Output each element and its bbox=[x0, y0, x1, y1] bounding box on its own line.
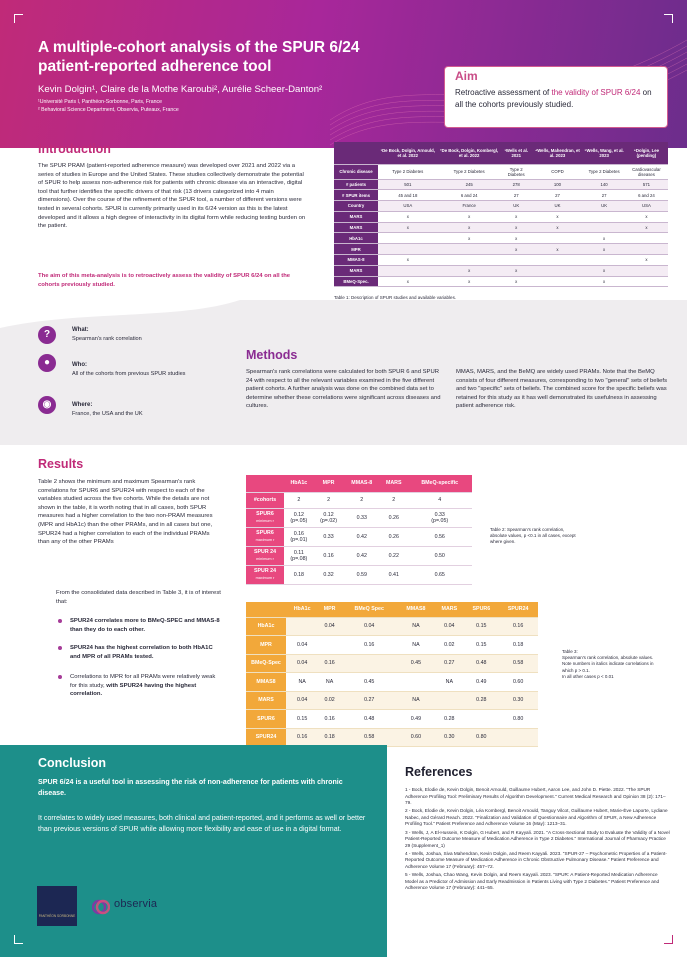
table-1-studies bbox=[334, 142, 668, 287]
table-cell bbox=[378, 244, 438, 255]
table-cell: 2 bbox=[380, 492, 407, 508]
table-header-cell: MARS bbox=[380, 475, 407, 492]
table-row bbox=[334, 244, 668, 255]
table-cell: 45 and 18 bbox=[378, 190, 438, 201]
person-icon: ● bbox=[38, 354, 56, 372]
table-cell: 2 bbox=[314, 492, 344, 508]
table-cell bbox=[284, 546, 314, 565]
corner-mark bbox=[14, 14, 23, 23]
table-cell: 0.22 bbox=[380, 546, 407, 565]
table-cell: NA bbox=[398, 636, 435, 655]
table-cell bbox=[583, 211, 625, 222]
table-cell: 0.02 bbox=[434, 636, 464, 655]
table-cell bbox=[438, 255, 501, 266]
table-cell bbox=[625, 265, 668, 276]
row-label: SPUR6 bbox=[246, 710, 286, 729]
table-cell: 2 bbox=[284, 492, 314, 508]
table-row bbox=[334, 179, 668, 190]
row-label: BMeQ-Spec. bbox=[334, 276, 378, 287]
table-cell: x bbox=[625, 222, 668, 233]
table-cell: 2 bbox=[343, 492, 380, 508]
table-cell: 0.49 bbox=[464, 673, 498, 692]
table-cell: x bbox=[583, 233, 625, 244]
table-cell: Type 2 Diabetes bbox=[501, 164, 532, 179]
table-header-row bbox=[246, 475, 472, 492]
table-header-cell: MPR bbox=[318, 602, 341, 617]
table-header-cell: HbA1c bbox=[284, 475, 314, 492]
table-cell: 0.16 bbox=[286, 728, 318, 747]
table-header-cell: ⁴Wells, Mahendran, et al. 2023 bbox=[532, 142, 584, 164]
results-body: Table 2 shows the minimum and maximum Spearman's rank correlations for SPUR6 and SPUR24 with respect to each of the variables studied across the five cohorts. While the details are not shown in the table, it is worth noting that in all cases, both SPUR measures had a higher correlation to the two non-PRAM measures (MPR and HbA1c) than the other PRAMs, and in all cases but one, SPUR24 had a higher correlation to each of the individual PRAMs than any of the other PRAMs bbox=[38, 479, 213, 546]
table-cell: NA bbox=[434, 673, 464, 692]
table-cell: 0.59 bbox=[343, 565, 380, 584]
reference-item: 5 - Wells, Joshua, Chao Wang, Kevin Dolgin, and Reem Kayyali. 2023. "SPUR: A Patient-Reported Medication Adherence Model as a Predictor of Admission and Early Readmission in Patients Living with Type 2 Diabetes." Patient Preference and Adherence Volume 17 (February): 441–55. bbox=[405, 872, 660, 891]
table-cell: 0.32 bbox=[314, 565, 344, 584]
table-cell: 140 bbox=[583, 179, 625, 190]
table-cell: x bbox=[378, 255, 438, 266]
table-cell: UK bbox=[583, 201, 625, 212]
table-cell: x bbox=[583, 276, 625, 287]
table-cell: 0.60 bbox=[498, 673, 538, 692]
table-cell: x bbox=[532, 244, 584, 255]
table-row bbox=[246, 617, 538, 636]
table-cell: 0.28 bbox=[464, 691, 498, 710]
table-cell: 0.48 bbox=[464, 654, 498, 673]
table-row bbox=[334, 233, 668, 244]
table-cell: 0.41 bbox=[380, 565, 407, 584]
table-cell: 0.45 bbox=[398, 654, 435, 673]
row-label: MARS bbox=[334, 265, 378, 276]
row-label: # SPUR items bbox=[334, 190, 378, 201]
cell-p-value: (p=.05) bbox=[290, 517, 308, 524]
table-cell: 0.33 bbox=[314, 527, 344, 546]
row-label: MMAS8 bbox=[246, 673, 286, 692]
table-cell: 0.58 bbox=[341, 728, 398, 747]
table-cell bbox=[398, 673, 435, 692]
row-label: SPUR24 bbox=[246, 728, 286, 747]
row-label bbox=[246, 527, 284, 546]
row-label-main: SPUR6 bbox=[256, 511, 274, 517]
table-cell bbox=[625, 233, 668, 244]
corner-mark bbox=[14, 935, 23, 944]
location-pin-icon: ◉ bbox=[38, 396, 56, 414]
table-row bbox=[334, 276, 668, 287]
table-row bbox=[246, 710, 538, 729]
corner-mark bbox=[664, 935, 673, 944]
table-cell: 0.80 bbox=[464, 728, 498, 747]
row-label: #cohorts bbox=[246, 492, 284, 508]
table-row bbox=[334, 255, 668, 266]
table-cell: 0.80 bbox=[498, 710, 538, 729]
observia-logo-text: observia bbox=[114, 898, 158, 910]
table-cell: 0.45 bbox=[341, 673, 398, 692]
row-label bbox=[246, 546, 284, 565]
table-cell: 0.04 bbox=[434, 617, 464, 636]
table-cell: NA bbox=[398, 617, 435, 636]
table-header-cell bbox=[246, 602, 286, 617]
aim-title: Aim bbox=[455, 69, 478, 83]
table-row bbox=[246, 508, 472, 527]
table-cell: 0.27 bbox=[341, 691, 398, 710]
table-cell bbox=[583, 222, 625, 233]
row-label: BMeQ-Spec bbox=[246, 654, 286, 673]
row-label-main: SPUR 24 bbox=[253, 568, 277, 574]
table-header-cell: ³Wells et al. 2021 bbox=[501, 142, 532, 164]
table-cell: 0.04 bbox=[286, 691, 318, 710]
table-header-cell: MMAS-8 bbox=[343, 475, 380, 492]
table-3-caption-line: Note numbers in italics indicate correlations in which p > 0.1. bbox=[562, 661, 654, 673]
table-cell bbox=[625, 244, 668, 255]
affiliations bbox=[38, 99, 179, 114]
cell-value: 0.16 bbox=[293, 530, 304, 537]
row-label: MARS bbox=[334, 222, 378, 233]
results-bullet-3-text: Correlations to MPR for all PRAMs were relatively weak for this study, bbox=[70, 674, 216, 689]
table-cell: NA bbox=[286, 673, 318, 692]
table-row bbox=[246, 691, 538, 710]
row-label: MPR bbox=[246, 636, 286, 655]
table-cell bbox=[501, 255, 532, 266]
table-cell: 0.15 bbox=[464, 617, 498, 636]
where-text: France, the USA and the UK bbox=[72, 411, 143, 417]
results-bullet-3 bbox=[70, 673, 220, 699]
table-cell: NA bbox=[398, 691, 435, 710]
table-1-caption-line: Table 1: Description of SPUR studies and available variables. bbox=[334, 295, 457, 300]
table-cell: 0.26 bbox=[380, 508, 407, 527]
table-cell: COPD bbox=[532, 164, 584, 179]
introduction-body: The SPUR PRAM (patient-reported adherence measure) was developed over 2021 and 2022 via a series of studies in Europe and the United States. These studies collectively demonstrate the potential of SPUR to help assess non-adherence risk for patients with chronic disease via an interactive, digital tool that further identifies the specific drivers of that risk (13 drivers categorized into 4 main dimensions). Over the course of the refinement of the SPUR tool, a number of different versions were tested in several cohorts. SPUR is currently primarily used in its 6/24 version as this is the latest developed and it allows a high degree of interactivity in its digital form while reducing testing burden on the patient. bbox=[38, 163, 306, 230]
table-cell bbox=[434, 691, 464, 710]
table-cell: x bbox=[438, 276, 501, 287]
table-cell: UK bbox=[501, 201, 532, 212]
table-cell: x bbox=[438, 211, 501, 222]
table-cell: USA bbox=[625, 201, 668, 212]
who-text: All of the cohorts from previous SPUR studies bbox=[72, 371, 186, 377]
table-cell bbox=[378, 265, 438, 276]
reference-item: 4 - Wells, Joshua, Siva Mahendran, Kevin Dolgin, and Reem Kayyali. 2023. "SPUR-27 – Psychometric Properties of a Patient-Reported Outcome Measure of Medication Adherence in Chronic Obstructive Pulmonary Disease." Patient Preference and Adherence Volume 17 (February): 457–72. bbox=[405, 850, 667, 870]
aim-text-post: on all the cohorts previously studied. bbox=[455, 88, 652, 109]
table-row bbox=[246, 546, 472, 565]
table-cell bbox=[532, 233, 584, 244]
table-header-cell: BMeQ Spec bbox=[341, 602, 398, 617]
table-header-cell bbox=[334, 142, 378, 164]
table-cell: 245 bbox=[438, 179, 501, 190]
aim-text bbox=[455, 87, 661, 111]
poster-title: A multiple-cohort analysis of the SPUR 6/24 patient-reported adherence tool bbox=[38, 39, 360, 75]
affiliation-2: ² Behavioral Science Department, Observia, Puteaux, France bbox=[38, 106, 179, 113]
table-cell: x bbox=[583, 244, 625, 255]
table-cell: 0.16 bbox=[341, 636, 398, 655]
cell-value: 0.12 bbox=[323, 511, 334, 518]
reference-item: 3 - Wells, J, A El-Hussein, K Dolgin, G Hubert, and R Kayyali. 2021. "A Cross-Sectional Study to Evaluate the Validity of a Novel Patient-Reported Outcome Measure of Medication Adherence in Type 2 Diabetes." International Journal of Pharmacy Practice 29 (Supplement_1) bbox=[405, 829, 670, 848]
table-row bbox=[334, 222, 668, 233]
table-cell: 0.18 bbox=[498, 636, 538, 655]
table-cell: 0.50 bbox=[407, 546, 472, 565]
row-label-sub: maximum r bbox=[255, 537, 275, 542]
table-row bbox=[246, 492, 472, 508]
table-header-cell: ⁶Dolgin, Lee (pending) bbox=[625, 142, 668, 164]
results-bullet-1: SPUR24 correlates more to BMeQ-SPEC and MMAS-8 than they do to each other. bbox=[70, 618, 220, 633]
table-cell: x bbox=[438, 265, 501, 276]
table-cell: 27 bbox=[532, 190, 584, 201]
cell-p-value: (p=.05) bbox=[431, 517, 449, 524]
table-cell: 571 bbox=[625, 179, 668, 190]
table-cell bbox=[314, 508, 344, 527]
table-cell: 27 bbox=[583, 190, 625, 201]
table-cell: 4 bbox=[407, 492, 472, 508]
table-cell: 0.60 bbox=[398, 728, 435, 747]
cell-value: 0.33 bbox=[434, 511, 445, 518]
introduction-title: Introduction bbox=[38, 142, 111, 156]
table-header-cell: MARS bbox=[434, 602, 464, 617]
cell-value: 0.11 bbox=[293, 549, 304, 556]
row-label bbox=[246, 508, 284, 527]
table-cell bbox=[341, 654, 398, 673]
table-header-cell: SPUR24 bbox=[498, 602, 538, 617]
table-cell: UK bbox=[532, 201, 584, 212]
table-cell: 0.02 bbox=[318, 691, 341, 710]
table-header-cell: MPR bbox=[314, 475, 344, 492]
cell-value: 0.12 bbox=[293, 511, 304, 518]
table-row bbox=[246, 654, 538, 673]
results-bullet-3-bold: with SPUR24 having the highest correlation. bbox=[70, 682, 197, 698]
band-wave-decoration bbox=[0, 300, 240, 330]
table-cell: Type 2 Diabetes bbox=[583, 164, 625, 179]
reference-item: 2 - Bock, Elodie de, Kevin Dolgin, Léa Kombergl, Benoit Arnould, Tanguy Vilcot, Guillaume Hubert, Marie-Ève Laporte, Lydiane Nabec, and Gérard Reach. 2022. "Finalization and Validation of Questionnaire and Algorithm of SPUR, a New Adherence Profiling Tool." Patient Preference and Adherence Volume 16 (May): 1213–31. bbox=[405, 808, 668, 827]
reference-item: 1 - Bock, Elodie de, Kevin Dolgin, Benoit Arnould, Guillaume Hubert, Aaron Lee, and John D. Piette. 2022. "The SPUR Adherence Profiling Tool: Preliminary Results of Algorithm Development." Current Medical Research and Opinion 38 (2): 171–79. bbox=[405, 787, 666, 806]
table-cell: 0.28 bbox=[434, 710, 464, 729]
who-label: Who: bbox=[72, 362, 87, 368]
table-header-cell: BMeQ-specific bbox=[407, 475, 472, 492]
introduction-aim-statement: The aim of this meta-analysis is to retroactively assess the validity of SPUR 6/24 on all the cohorts previously studied. bbox=[38, 273, 291, 288]
row-label: HbA1c bbox=[334, 233, 378, 244]
table-header-row bbox=[246, 602, 538, 617]
table-cell bbox=[532, 276, 584, 287]
observia-mark-icon bbox=[92, 898, 110, 916]
table-3-caption-line: Table 3: bbox=[562, 649, 578, 654]
row-label: # patients bbox=[334, 179, 378, 190]
table-row bbox=[334, 211, 668, 222]
references-list bbox=[405, 787, 671, 893]
table-row bbox=[334, 201, 668, 212]
cell-p-value: (p=.01) bbox=[290, 536, 308, 543]
table-cell: 0.48 bbox=[341, 710, 398, 729]
table-row bbox=[246, 728, 538, 747]
sorbonne-logo bbox=[37, 886, 77, 926]
results-title: Results bbox=[38, 457, 84, 471]
table-header-cell bbox=[246, 475, 284, 492]
table-row bbox=[246, 565, 472, 584]
row-label-sub: minimum r bbox=[256, 518, 274, 523]
methods-column-1: Spearman's rank correlations were calculated for both SPUR 6 and SPUR 24 with respect to all the relevant variables examined in the five different patient cohorts. A further analysis was done on the combined data set to determine whether these correlations were significant across diseases and cultures. bbox=[246, 369, 441, 410]
table-cell: 0.18 bbox=[284, 565, 314, 584]
table-cell: 0.65 bbox=[407, 565, 472, 584]
table-cell: 0.16 bbox=[318, 654, 341, 673]
table-cell bbox=[532, 255, 584, 266]
table-cell: x bbox=[501, 276, 532, 287]
table-cell: USA bbox=[378, 201, 438, 212]
table-cell: France bbox=[438, 201, 501, 212]
table-cell bbox=[284, 508, 314, 527]
table-header-cell: SPUR6 bbox=[464, 602, 498, 617]
conclusion-title: Conclusion bbox=[38, 756, 107, 770]
table-3-caption-line: Spearman's rank correlation, absolute values. bbox=[562, 655, 654, 661]
table-cell: x bbox=[501, 233, 532, 244]
methods-column-2: MMAS, MARS, and the BeMQ are widely used PRAMs. Note that the BeMQ consists of four different measures, corresponding to two "general" sets of beliefs and two "specific" sets of beliefs. The combined score for the specific beliefs was retained for this study as it has well demonstrated its usefulness in assessing patient adherence risk. bbox=[456, 369, 668, 410]
table-row bbox=[334, 265, 668, 276]
row-label: Country bbox=[334, 201, 378, 212]
table-cell: 0.58 bbox=[498, 654, 538, 673]
methods-title: Methods bbox=[246, 348, 298, 362]
row-label: MMAS-8 bbox=[334, 255, 378, 266]
table-cell: 0.56 bbox=[407, 527, 472, 546]
row-label: HbA1c bbox=[246, 617, 286, 636]
what-text: Spearman's rank correlation bbox=[72, 336, 142, 342]
table-cell: 6 and 24 bbox=[625, 190, 668, 201]
table-cell bbox=[498, 728, 538, 747]
sorbonne-logo-text: PANTHÉON SORBONNE bbox=[38, 914, 76, 918]
table-cell: 0.16 bbox=[498, 617, 538, 636]
table-cell bbox=[407, 508, 472, 527]
row-label: MPR bbox=[334, 244, 378, 255]
table-cell: 100 bbox=[532, 179, 584, 190]
table-cell: 501 bbox=[378, 179, 438, 190]
table-cell: 0.04 bbox=[286, 636, 318, 655]
results-sub-intro: From the consolidated data described in Table 3, it is of interest that: bbox=[56, 590, 221, 605]
table-3-consolidated bbox=[246, 602, 538, 747]
table-row bbox=[246, 673, 538, 692]
table-cell: 0.30 bbox=[434, 728, 464, 747]
aim-text-pre: Retroactive assessment of bbox=[455, 88, 552, 97]
what-label: What: bbox=[72, 327, 89, 333]
table-cell: x bbox=[378, 211, 438, 222]
table-row bbox=[334, 164, 668, 179]
conclusion-paragraph-2: It correlates to widely used measures, both clinical and patient-reported, and it performs as well or better than previous versions of SPUR while allowing more flexibility and ease of use in a digital format. bbox=[38, 814, 366, 833]
table-3-caption-line: In all other cases p < 0.01 bbox=[562, 673, 614, 679]
table-cell: 0.49 bbox=[398, 710, 435, 729]
affiliation-1: ¹Université Paris I, Panthéon-Sorbonne, Paris, France bbox=[38, 99, 162, 105]
references-title: References bbox=[405, 765, 473, 779]
table-cell: x bbox=[532, 222, 584, 233]
row-label-sub: minimum r bbox=[256, 556, 274, 561]
row-label: MARS bbox=[246, 691, 286, 710]
table-cell bbox=[438, 244, 501, 255]
table-cell: x bbox=[625, 211, 668, 222]
table-cell bbox=[464, 710, 498, 729]
table-cell: x bbox=[438, 233, 501, 244]
table-header-cell: ⁵Wells, Wang, et al. 2023 bbox=[583, 142, 625, 164]
question-icon: ? bbox=[38, 326, 56, 344]
aim-box bbox=[444, 66, 668, 128]
table-row bbox=[334, 190, 668, 201]
table-cell: x bbox=[378, 276, 438, 287]
observia-logo bbox=[92, 896, 172, 920]
table-cell: 0.27 bbox=[434, 654, 464, 673]
table-cell: x bbox=[583, 265, 625, 276]
table-cell: x bbox=[501, 244, 532, 255]
table-row bbox=[246, 527, 472, 546]
table-cell bbox=[286, 617, 318, 636]
table-cell: 0.04 bbox=[318, 617, 341, 636]
cell-p-value: (p=.02) bbox=[320, 517, 338, 524]
table-cell: 0.16 bbox=[314, 546, 344, 565]
table-cell: Type 2 Diabetes bbox=[378, 164, 438, 179]
table-cell: 0.30 bbox=[498, 691, 538, 710]
table-cell: 0.15 bbox=[464, 636, 498, 655]
table-cell: 0.18 bbox=[318, 728, 341, 747]
table-cell: 0.26 bbox=[380, 527, 407, 546]
row-label: Chronic disease bbox=[334, 164, 378, 179]
table-cell bbox=[378, 233, 438, 244]
table-cell: 0.42 bbox=[343, 527, 380, 546]
results-bullet-2: SPUR24 has the highest correlation to both HbA1C and MPR of all PRAMs tested. bbox=[70, 644, 220, 661]
table-cell bbox=[284, 527, 314, 546]
table-3-caption bbox=[562, 649, 662, 680]
table-cell: 278 bbox=[501, 179, 532, 190]
table-cell: Cardiovascular diseases bbox=[625, 164, 668, 179]
table-cell: x bbox=[501, 222, 532, 233]
table-cell: NA bbox=[318, 673, 341, 692]
table-cell: x bbox=[501, 211, 532, 222]
conclusion-paragraph-1: SPUR 6/24 is a useful tool in assessing the risk of non-adherence for patients with chronic disease. bbox=[38, 778, 343, 797]
table-cell bbox=[625, 276, 668, 287]
table-cell: 27 bbox=[501, 190, 532, 201]
table-cell bbox=[318, 636, 341, 655]
table-cell: 0.04 bbox=[341, 617, 398, 636]
row-label bbox=[246, 565, 284, 584]
row-label-main: SPUR6 bbox=[256, 530, 274, 536]
table-cell: 0.42 bbox=[343, 546, 380, 565]
table-cell: 0.15 bbox=[286, 710, 318, 729]
table-2-correlations bbox=[246, 475, 472, 585]
table-cell: x bbox=[625, 255, 668, 266]
table-cell: 0.33 bbox=[343, 508, 380, 527]
table-cell: Type 2 Diabetes bbox=[438, 164, 501, 179]
table-cell: 0.16 bbox=[318, 710, 341, 729]
table-cell bbox=[532, 265, 584, 276]
corner-mark bbox=[664, 14, 673, 23]
aim-text-highlight: the validity of SPUR 6/24 bbox=[551, 88, 641, 97]
row-label: MARS bbox=[334, 211, 378, 222]
row-label-sub: maximum r bbox=[255, 575, 275, 580]
table-header-cell: HbA1c bbox=[286, 602, 318, 617]
table-cell: 6 and 24 bbox=[438, 190, 501, 201]
table-header-cell: MMAS8 bbox=[398, 602, 435, 617]
table-cell bbox=[583, 255, 625, 266]
table-cell: x bbox=[378, 222, 438, 233]
authors: Kevin Dolgin¹, Claire de la Mothe Karoubi², Aurélie Scheer-Danton² bbox=[38, 84, 323, 95]
table-cell: x bbox=[532, 211, 584, 222]
table-cell: 0.04 bbox=[286, 654, 318, 673]
table-header-row bbox=[334, 142, 668, 164]
where-label: Where: bbox=[72, 402, 93, 408]
row-label-main: SPUR 24 bbox=[253, 549, 277, 555]
cell-p-value: (p=.08) bbox=[290, 555, 308, 562]
table-header-cell: ²De Bock, Dolgin, Kombergl, et al. 2022 bbox=[438, 142, 501, 164]
table-cell: x bbox=[438, 222, 501, 233]
table-2-caption: Table 2: Spearman's rank correlation, absolute values, p <0.1 in all cases, except where given. bbox=[490, 527, 576, 545]
table-row bbox=[246, 636, 538, 655]
table-cell: x bbox=[501, 265, 532, 276]
table-header-cell: ¹De Bock, Dolgin, Arnould, et al. 2022 bbox=[378, 142, 438, 164]
